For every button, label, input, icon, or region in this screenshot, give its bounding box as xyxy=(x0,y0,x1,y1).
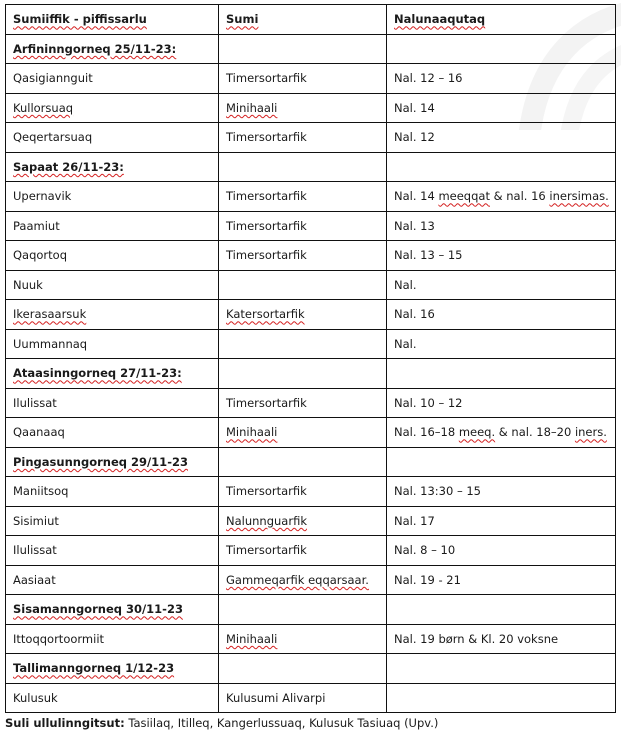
cell-place xyxy=(6,477,219,507)
footer-note xyxy=(5,716,438,730)
cell-place-text: Qaanaaq xyxy=(13,425,65,440)
table-row xyxy=(6,536,616,566)
cell-time-text: Nal. 12 – 16 xyxy=(394,71,463,86)
cell-what xyxy=(219,152,387,182)
cell-place xyxy=(6,182,219,212)
cell-what-text: Minihaali xyxy=(226,425,278,440)
cell-what-text: Timersortarfik xyxy=(226,395,307,410)
cell-place-text: Tallimanngorneq 1/12-23 xyxy=(13,661,175,676)
cell-place-text: Ikerasaarsuk xyxy=(13,307,87,322)
day-header-row xyxy=(6,595,616,625)
cell-time xyxy=(387,182,616,212)
cell-place-text: Arfininngorneq 25/11-23: xyxy=(13,41,177,56)
cell-place xyxy=(6,418,219,448)
cell-time xyxy=(387,536,616,566)
cell-what xyxy=(219,34,387,64)
cell-place xyxy=(6,34,219,64)
cell-time xyxy=(387,241,616,271)
schedule-table xyxy=(5,4,616,713)
table-row xyxy=(6,241,616,271)
day-header-row xyxy=(6,359,616,389)
cell-place-text: Sisimiut xyxy=(13,513,59,528)
cell-place xyxy=(6,447,219,477)
cell-time-text: Nal. 13:30 – 15 xyxy=(394,484,481,499)
cell-place xyxy=(6,211,219,241)
cell-time-text: Nal. 17 xyxy=(394,513,435,528)
table-row xyxy=(6,211,616,241)
cell-what xyxy=(219,270,387,300)
cell-what xyxy=(219,477,387,507)
cell-place xyxy=(6,152,219,182)
cell-what-text: Timersortarfik xyxy=(226,484,307,499)
cell-what xyxy=(219,536,387,566)
cell-place-text: Uummannaq xyxy=(13,336,88,351)
table-row xyxy=(6,624,616,654)
cell-place xyxy=(6,536,219,566)
cell-time xyxy=(387,270,616,300)
day-header-row xyxy=(6,654,616,684)
cell-place xyxy=(6,300,219,330)
cell-time-text: Nal. 13 – 15 xyxy=(394,248,463,263)
table-row xyxy=(6,683,616,713)
table-row xyxy=(6,388,616,418)
cell-time-text: Nal. 12 xyxy=(394,130,435,145)
cell-time-text: Nal. 16 xyxy=(394,307,435,322)
cell-what xyxy=(219,329,387,359)
cell-what xyxy=(219,93,387,123)
cell-place-text: Qeqertarsuaq xyxy=(13,130,93,145)
header-place: Sumiiffik - piffissarlu xyxy=(6,5,219,35)
cell-place-text: Sapaat 26/11-23: xyxy=(13,159,124,174)
cell-time xyxy=(387,388,616,418)
cell-place xyxy=(6,388,219,418)
table-row xyxy=(6,64,616,94)
cell-time-text: Nal. 19 børn & Kl. 20 voksne xyxy=(394,631,559,646)
cell-what xyxy=(219,359,387,389)
cell-what-text: Nalunnguarfik xyxy=(226,513,307,528)
cell-time-text: Nal. xyxy=(394,336,417,351)
cell-what xyxy=(219,683,387,713)
cell-place xyxy=(6,241,219,271)
cell-time xyxy=(387,447,616,477)
cell-time xyxy=(387,123,616,153)
table-row xyxy=(6,506,616,536)
cell-what-text: Timersortarfik xyxy=(226,543,307,558)
table-header-row xyxy=(6,5,616,35)
cell-what xyxy=(219,241,387,271)
cell-what xyxy=(219,182,387,212)
footer-label: Suli ullulinngitsut: xyxy=(5,716,125,730)
cell-what-text: Minihaali xyxy=(226,100,278,115)
day-header-row xyxy=(6,447,616,477)
cell-time-text: Nal. 8 – 10 xyxy=(394,543,456,558)
cell-time-text: Nal. 14 xyxy=(394,100,435,115)
cell-what xyxy=(219,388,387,418)
cell-what-text: Gammeqarfik eqqarsaar. xyxy=(226,572,369,587)
cell-time xyxy=(387,152,616,182)
cell-time xyxy=(387,93,616,123)
cell-time-text: Nal. 14 meeqqat & nal. 16 inersimas. xyxy=(394,189,609,204)
table-row xyxy=(6,182,616,212)
cell-what xyxy=(219,418,387,448)
cell-time-text: Nal. 19 - 21 xyxy=(394,572,461,587)
cell-what-text: Timersortarfik xyxy=(226,130,307,145)
table-row xyxy=(6,329,616,359)
cell-place-text: Ataasinngorneq 27/11-23: xyxy=(13,366,182,381)
cell-place-text: Aasiaat xyxy=(13,572,56,587)
cell-place xyxy=(6,359,219,389)
cell-what xyxy=(219,211,387,241)
cell-what xyxy=(219,123,387,153)
cell-what xyxy=(219,654,387,684)
cell-what-text: Timersortarfik xyxy=(226,218,307,233)
cell-what-text: Katersortarfik xyxy=(226,307,305,322)
table-row xyxy=(6,123,616,153)
table-row xyxy=(6,93,616,123)
cell-what-text: Minihaali xyxy=(226,631,278,646)
cell-what xyxy=(219,565,387,595)
cell-time xyxy=(387,211,616,241)
cell-time-text: Nal. 16–18 meeq. & nal. 18–20 iners. xyxy=(394,425,607,440)
cell-time xyxy=(387,64,616,94)
cell-time xyxy=(387,329,616,359)
cell-place-text: Kulusuk xyxy=(13,690,58,705)
cell-place xyxy=(6,506,219,536)
table-row xyxy=(6,270,616,300)
cell-place-text: Pingasunngorneq 29/11-23 xyxy=(13,454,188,469)
table-row xyxy=(6,477,616,507)
cell-place xyxy=(6,64,219,94)
cell-what-text: Kulusumi Alivarpi xyxy=(226,690,326,705)
cell-what-text: Timersortarfik xyxy=(226,189,307,204)
cell-place-text: Qasigiannguit xyxy=(13,71,93,86)
cell-place xyxy=(6,595,219,625)
cell-what xyxy=(219,506,387,536)
cell-place-text: Paamiut xyxy=(13,218,60,233)
cell-place-text: Ittoqqortoormiit xyxy=(13,631,105,646)
cell-time xyxy=(387,624,616,654)
header-location: Sumi xyxy=(219,5,387,35)
cell-time-text: Nal. 13 xyxy=(394,218,435,233)
cell-time xyxy=(387,595,616,625)
cell-place xyxy=(6,565,219,595)
cell-time xyxy=(387,300,616,330)
cell-what xyxy=(219,595,387,625)
cell-time xyxy=(387,565,616,595)
cell-time-text: Nal. 10 – 12 xyxy=(394,395,463,410)
table-row xyxy=(6,418,616,448)
cell-place xyxy=(6,654,219,684)
cell-what xyxy=(219,624,387,654)
day-header-row xyxy=(6,152,616,182)
table-row xyxy=(6,300,616,330)
cell-place-text: Qaqortoq xyxy=(13,248,68,263)
cell-time xyxy=(387,477,616,507)
cell-time xyxy=(387,683,616,713)
cell-place-text: Maniitsoq xyxy=(13,484,69,499)
cell-place xyxy=(6,683,219,713)
cell-place-text: Upernavik xyxy=(13,189,72,204)
cell-place xyxy=(6,123,219,153)
footer-text: Tasiilaq, Itilleq, Kangerlussuaq, Kulusuk Tasiuaq (Upv.) xyxy=(124,716,439,730)
cell-place-text: Ilulissat xyxy=(13,395,57,410)
cell-time xyxy=(387,359,616,389)
cell-what-text: Timersortarfik xyxy=(226,71,307,86)
cell-place xyxy=(6,270,219,300)
cell-time xyxy=(387,506,616,536)
day-header-row xyxy=(6,34,616,64)
cell-what xyxy=(219,64,387,94)
cell-place-text: Nuuk xyxy=(13,277,43,292)
cell-time-text: Nal. xyxy=(394,277,417,292)
cell-place-text: Ilulissat xyxy=(13,543,57,558)
cell-place xyxy=(6,329,219,359)
cell-place-text: Sisamanngorneq 30/11-23 xyxy=(13,602,183,617)
cell-time xyxy=(387,418,616,448)
cell-time xyxy=(387,654,616,684)
cell-place xyxy=(6,93,219,123)
cell-time xyxy=(387,34,616,64)
header-time: Nalunaaqutaq xyxy=(387,5,616,35)
table-row xyxy=(6,565,616,595)
cell-place xyxy=(6,624,219,654)
cell-place-text: Kullorsuaq xyxy=(13,100,74,115)
cell-what-text: Timersortarfik xyxy=(226,248,307,263)
cell-what xyxy=(219,447,387,477)
cell-what xyxy=(219,300,387,330)
